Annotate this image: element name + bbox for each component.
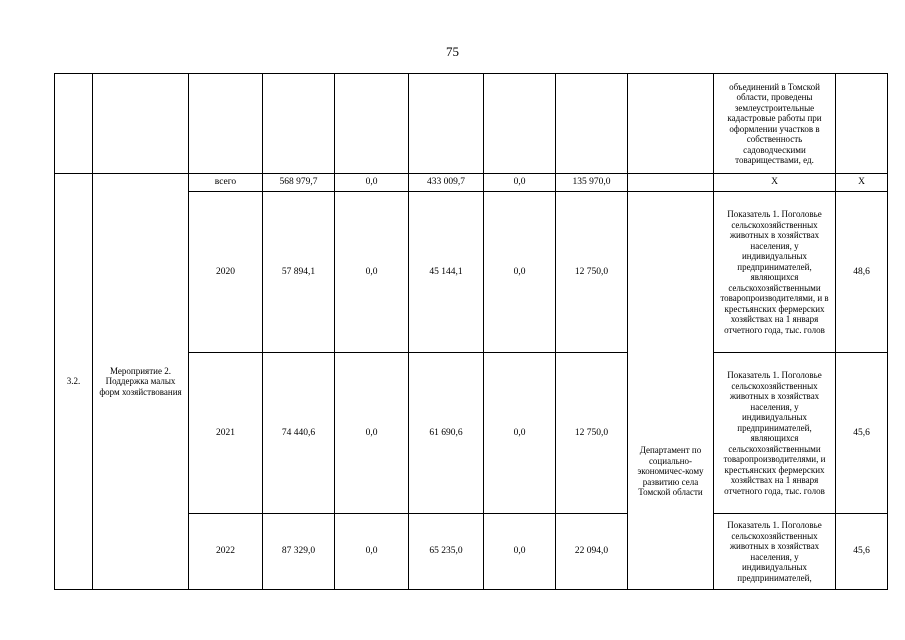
total-cell: 74 440,6	[263, 353, 335, 514]
local-cell: 0,0	[484, 514, 556, 590]
total-cell: 87 329,0	[263, 514, 335, 590]
measure-code: 3.2.	[55, 174, 93, 590]
federal-cell: 0,0	[335, 353, 409, 514]
total-cell: 568 979,7	[263, 174, 335, 192]
indicator-cell: Показатель 1. Поголовье сельскохозяйственных животных в хозяйствах населения, у индивидуальных предпринимателей, являющихся сельскохозяйственными товаропроизводителями, и в крестьянских фермерских хозяйствах на 1 января отчетного года, тыс. голов	[714, 192, 836, 353]
executor-cell: Департамент по социально-экономичес-кому развитию села Томской области	[628, 192, 714, 590]
local-cell: 0,0	[484, 192, 556, 353]
year-cell: 2021	[189, 353, 263, 514]
budget-table	[54, 73, 888, 590]
page-number: 75	[446, 44, 459, 59]
extra-cell: 12 750,0	[556, 192, 628, 353]
executor-cell	[628, 174, 714, 192]
total-row	[55, 174, 888, 192]
extra-cell: 22 094,0	[556, 514, 628, 590]
year-cell: 2022	[189, 514, 263, 590]
indicator-cell: объединений в Томской области, проведены землеустроительные кадастровые работы при оформлении участков в собственность садоводческими товариществами, ед.	[714, 74, 836, 174]
federal-cell: 0,0	[335, 192, 409, 353]
year-cell: 2020	[189, 192, 263, 353]
total-cell: 57 894,1	[263, 192, 335, 353]
local-cell: 0,0	[484, 353, 556, 514]
federal-cell: 0,0	[335, 174, 409, 192]
value-cell: 45,6	[836, 514, 888, 590]
regional-cell: 45 144,1	[409, 192, 484, 353]
continuation-row	[55, 74, 888, 174]
extra-cell: 135 970,0	[556, 174, 628, 192]
measure-name: Мероприятие 2. Поддержка малых форм хозяйствования	[93, 174, 189, 590]
value-cell: 45,6	[836, 353, 888, 514]
federal-cell: 0,0	[335, 514, 409, 590]
period-cell: всего	[189, 174, 263, 192]
regional-cell: 65 235,0	[409, 514, 484, 590]
value-cell: 48,6	[836, 192, 888, 353]
indicator-cell: Х	[714, 174, 836, 192]
indicator-cell: Показатель 1. Поголовье сельскохозяйственных животных в хозяйствах населения, у индивидуальных предпринимателей,	[714, 514, 836, 590]
local-cell: 0,0	[484, 174, 556, 192]
extra-cell: 12 750,0	[556, 353, 628, 514]
indicator-cell: Показатель 1. Поголовье сельскохозяйственных животных в хозяйствах населения, у индивидуальных предпринимателей, являющихся сельскохозяйственными товаропроизводителями, и крестьянских фермерских хозяйствах на 1 января отчетного года, тыс. голов	[714, 353, 836, 514]
value-cell: Х	[836, 174, 888, 192]
regional-cell: 61 690,6	[409, 353, 484, 514]
regional-cell: 433 009,7	[409, 174, 484, 192]
